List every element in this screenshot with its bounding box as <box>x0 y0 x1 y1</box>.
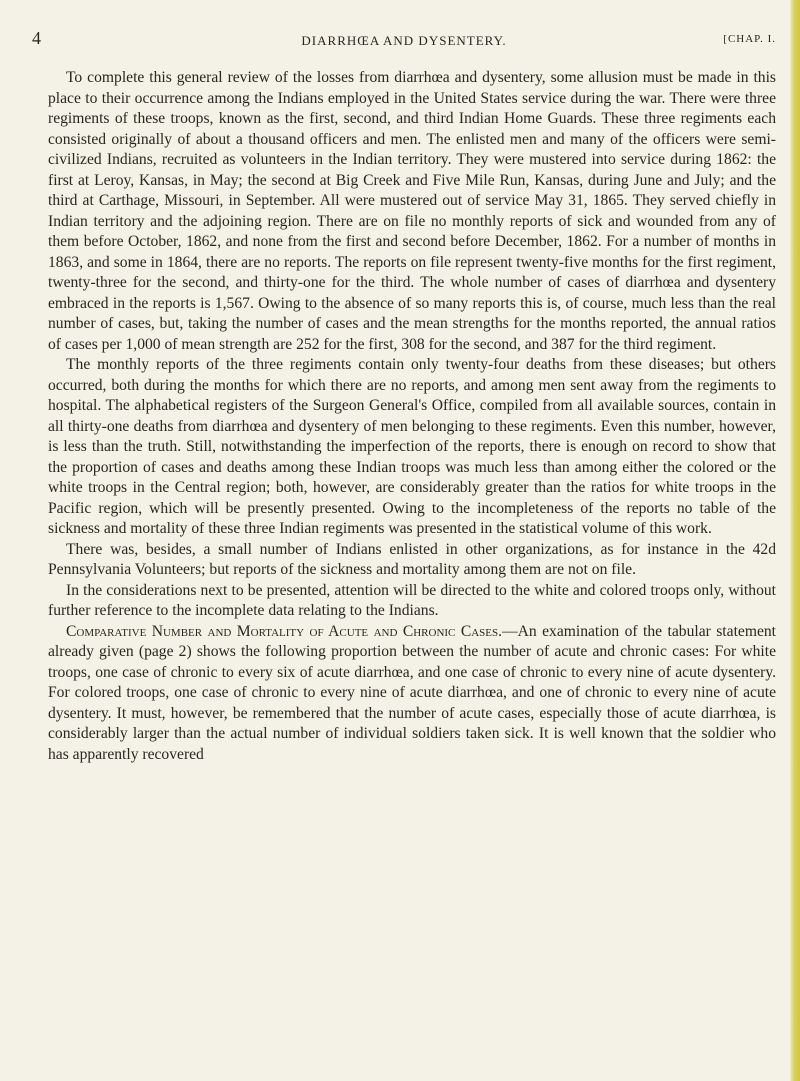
page-edge <box>790 0 800 1081</box>
paragraph: There was, besides, a small number of Indians enlisted in other organizations, as for instance in the 42d Pennsylvania Volunteers; but reports of the sickness and mortality among them are not on file. <box>48 540 776 578</box>
body-text <box>48 68 776 765</box>
page-number: 4 <box>32 28 42 48</box>
paragraph: The monthly reports of the three regiments contain only twenty-four deaths from these diseases; but others occurred, both during the months for which there are no reports, and among men sent away from the regiments to hospital. The alphabetical registers of the Surgeon General's Office, compiled from all available sources, contain in all thirty-one deaths from diarrhœa and dysentery of men belonging to these regiments. Even this number, however, is less than the truth. Still, notwithstanding the imperfection of the reports, there is enough on record to show that the proportion of cases and deaths among these Indian troops was much less than among either the colored or the white troops in the Central region; both, however, are considerably greater than the ratios for white troops in the Pacific region, which will be presently presented. Owing to the incompleteness of the reports no table of the sickness and mortality of these three Indian regiments was presented in the statistical volume of this work. <box>48 356 776 537</box>
paragraph: To complete this general review of the losses from diarrhœa and dysentery, some allusion must be made in this place to their occurrence among the Indians employed in the United States service during the war. There were three regiments of these troops, known as the first, second, and third Indian Home Guards. These three regiments each consisted originally of about a thousand officers and men. The enlisted men and many of the officers were semi-civilized Indians, recruited as volunteers in the Indian territory. They were mustered into service during 1862: the first at Leroy, Kansas, in May; the second at Big Creek and Five Mile Run, Kansas, during June and July; and the third at Carthage, Missouri, in September. All were mustered out of service May 31, 1865. They served chiefly in Indian territory and the adjoining region. There are on file no monthly reports of sick and wounded from any of them before October, 1862, and none from the first and second before December, 1862. For a number of months in 1863, and some in 1864, there are no reports. The reports on file represent twenty-five months for the first regiment, twenty-three for the second, and thirty-one for the third. The whole number of cases of diarrhœa and dysentery embraced in the reports is 1,567. Owing to the absence of so many reports this is, of course, much less than the real number of cases, but, taking the number of cases and the mean strengths for the months reported, the annual ratios of cases per 1,000 of mean strength are 252 for the first, 308 for the second, and 387 for the third regiment. <box>48 69 776 353</box>
chapter-label: [CHAP. I. <box>723 33 776 45</box>
section-heading: Comparative Number and Mortality of Acute and Chronic Cases. <box>66 622 503 640</box>
running-title: DIARRHŒA AND DYSENTERY. <box>301 33 507 48</box>
paragraph: In the considerations next to be presented, attention will be directed to the white and colored troops only, without further reference to the incomplete data relating to the Indians. <box>48 581 776 619</box>
section-paragraph <box>48 622 776 766</box>
running-header <box>32 30 776 58</box>
section-body: —An examination of the tabular statement already given (page 2) shows the following proportion between the number of acute and chronic cases: For white troops, one case of chronic to every six of acute diarrhœa, and one case of chronic to every nine of acute dysentery. For colored troops, one case of chronic to every nine of acute diarrhœa, and one of chronic to every nine of acute dysentery. It must, however, be remembered that the number of acute cases, especially those of acute diarrhœa, is considerably larger than the actual number of individual soldiers taken sick. It is well known that the soldier who has apparently recovered <box>48 622 776 763</box>
